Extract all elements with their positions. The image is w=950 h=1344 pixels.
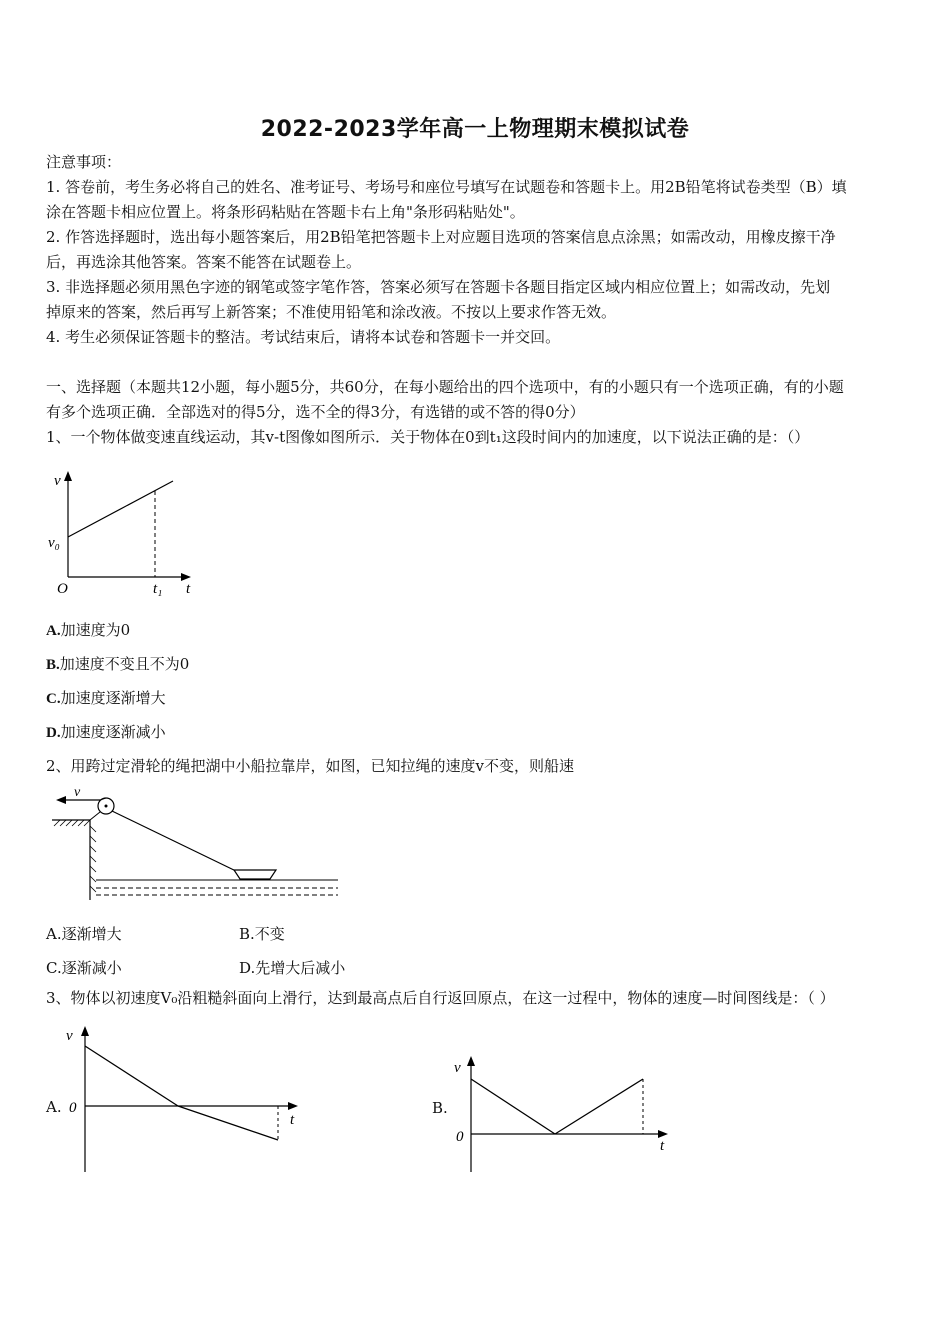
q3-graph-b[interactable]: [450, 1052, 680, 1177]
q3a-down-segment: [178, 1106, 278, 1140]
notice-line-3: 2. 作答选择题时，选出每小题答案后，用2B铅笔把答题卡上对应题目选项的答案信息点涂黑；如需改动，用橡皮擦干净: [46, 228, 836, 246]
notice-heading: 注意事项：: [46, 153, 122, 171]
q3a-zero-label: 0: [69, 1100, 77, 1116]
notice-line-4: 后，再选涂其他答案。答案不能答在试题卷上。: [46, 253, 362, 271]
q2-bank-hatching: [54, 820, 90, 826]
q3b-down-segment: [471, 1079, 555, 1134]
q1-velocity-line: [68, 481, 173, 537]
section-heading-line-2: 有多个选项正确．全部选对的得5分，选不全的得3分，有选错的或不答的得0分）: [46, 403, 585, 421]
q2-wall-hatching: [90, 826, 96, 892]
q3b-zero-label: 0: [456, 1129, 464, 1145]
q3b-x-label: t: [660, 1138, 665, 1154]
q3-option-a-label[interactable]: A.: [46, 1098, 62, 1116]
q1-v0-label: v₀: [48, 535, 60, 551]
q2-water-lines: [96, 880, 338, 895]
q2-option-b[interactable]: B.不变: [239, 925, 285, 943]
notice-line-5: 3. 非选择题必须用黑色字迹的钢笔或签字笔作答，答案必须写在答题卡各题目指定区域内相应位置上；如需改动，先划: [46, 278, 831, 296]
section-heading-line-1: 一、选择题（本题共12小题，每小题5分，共60分，在每小题给出的四个选项中，有的小题只有一个选项正确，有的小题: [46, 378, 844, 396]
notice-line-2: 涂在答题卡相应位置上。将条形码粘贴在答题卡右上角"条形码粘贴处"。: [46, 203, 525, 221]
q2-option-c[interactable]: C.逐渐减小: [46, 959, 122, 977]
q1-option-b[interactable]: B.加速度不变且不为0: [46, 655, 190, 673]
q3a-y-label: v: [66, 1028, 73, 1044]
q3-stem: 3、物体以初速度V₀沿粗糙斜面向上滑行，达到最高点后自行返回原点，在这一过程中，物体的速度—时间图线是：（ ）: [46, 989, 835, 1007]
q1-t1-label: t₁: [153, 581, 163, 597]
q1-y-arrow: [64, 471, 72, 481]
q1-option-d[interactable]: D.加速度逐渐减小: [46, 723, 166, 741]
q1-x-arrow: [181, 573, 191, 581]
q2-option-a[interactable]: A.逐渐增大: [46, 925, 122, 943]
q2-option-d[interactable]: D.先增大后减小: [239, 959, 346, 977]
q2-boat-icon: [234, 870, 276, 879]
q1-origin-label: O: [57, 581, 68, 597]
q3-graph-a[interactable]: [60, 1020, 310, 1180]
page-title: 2022-2023学年高一上物理期末模拟试卷: [260, 117, 690, 142]
q1-option-a[interactable]: A.加速度为0: [46, 621, 131, 639]
notice-line-1: 1. 答卷前，考生务必将自己的姓名、准考证号、考场号和座位号填写在试题卷和答题卡上。用2B铅笔将试卷类型（B）填: [46, 178, 847, 196]
q1-vt-graph: [40, 465, 210, 600]
notice-line-6: 掉原来的答案，然后再写上新答案；不准使用铅笔和涂改液。不按以上要求作答无效。: [46, 303, 617, 321]
q3-option-b-label[interactable]: B.: [432, 1099, 448, 1117]
q3b-up-segment: [555, 1079, 643, 1134]
q2-rope: [112, 811, 238, 872]
q2-pulley-figure: [48, 784, 348, 904]
q1-x-label: t: [186, 581, 191, 597]
q3a-up-segment: [85, 1046, 178, 1106]
q2-pulley-mount: [90, 812, 100, 820]
q3a-x-label: t: [290, 1112, 295, 1128]
q3b-y-label: v: [454, 1060, 461, 1076]
notice-line-7: 4. 考生必须保证答题卡的整洁。考试结束后，请将本试卷和答题卡一并交回。: [46, 328, 561, 346]
q1-stem: 1、一个物体做变速直线运动，其v-t图像如图所示．关于物体在0到t₁这段时间内的加速度，以下说法正确的是：（）: [46, 428, 810, 446]
q2-stem: 2、用跨过定滑轮的绳把湖中小船拉靠岸，如图，已知拉绳的速度v不变，则船速: [46, 757, 575, 775]
q2-velocity-label: v: [74, 785, 81, 800]
q1-y-label: v: [54, 473, 61, 489]
q1-option-c[interactable]: C.加速度逐渐增大: [46, 689, 166, 707]
